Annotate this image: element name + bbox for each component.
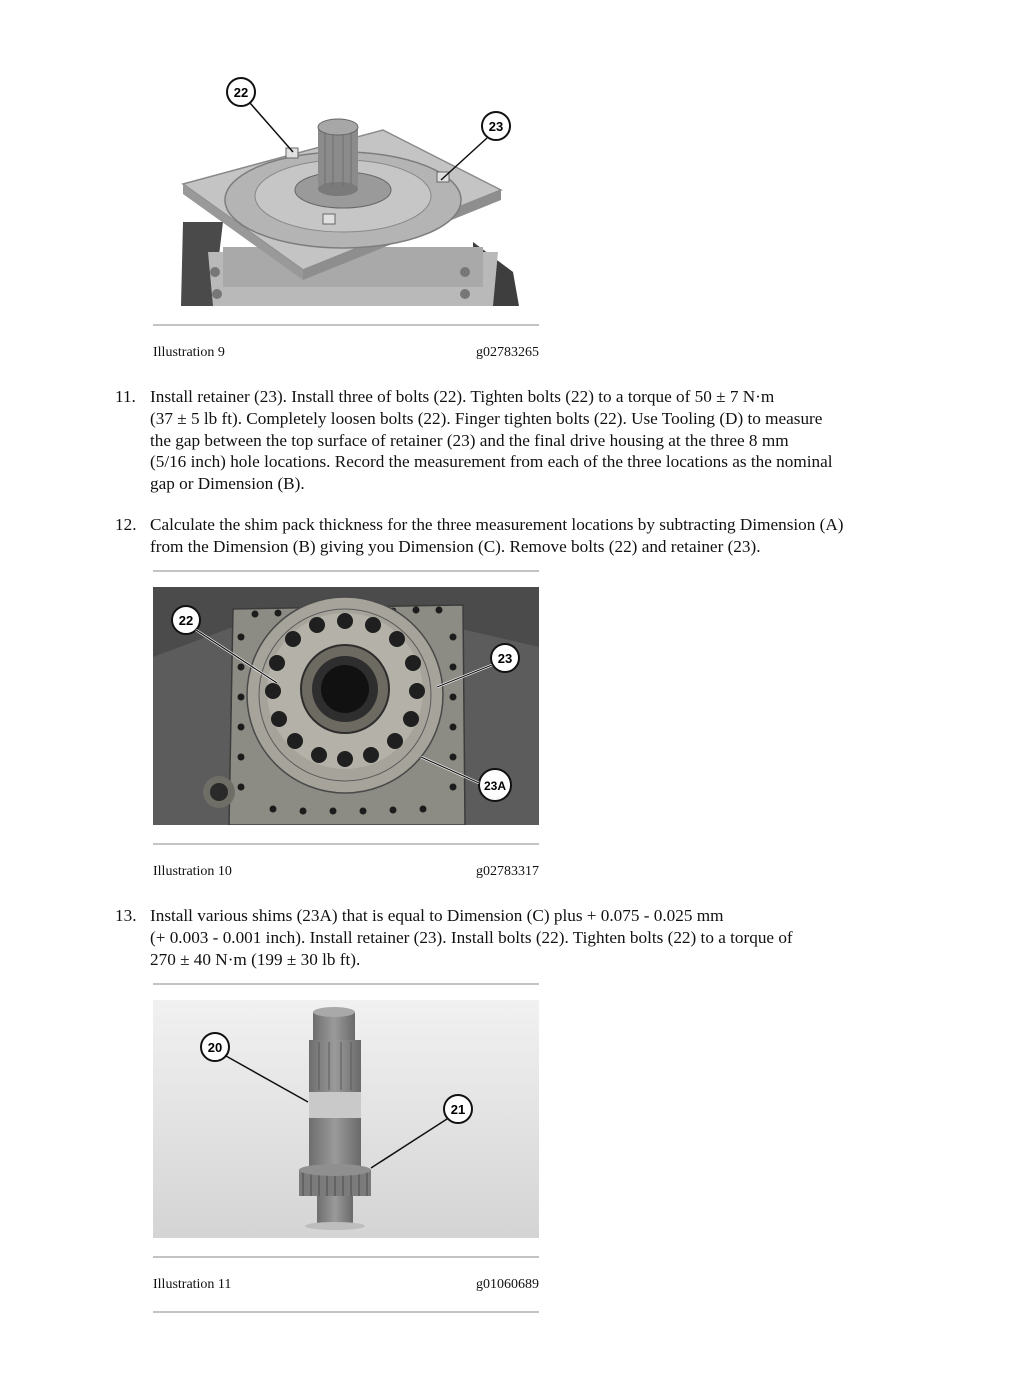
step-line: gap or Dimension (B).: [150, 474, 305, 494]
figure-11-divider: [153, 1256, 539, 1258]
step-line: the gap between the top surface of retainer (23) and the final drive housing at the three 8 mm: [150, 430, 789, 450]
step-line: from the Dimension (B) giving you Dimension (C). Remove bolts (22) and retainer (23).: [150, 536, 761, 556]
step-line: Install various shims (23A) that is equal to Dimension (C) plus + 0.075 - 0.025 mm: [150, 906, 724, 925]
callout-23a-label: 23A: [483, 779, 507, 793]
step-line: (+ 0.003 - 0.001 inch). Install retainer (23). Install bolts (22). Tighten bolts (22) to a torque of: [150, 927, 793, 947]
callout-22-label: 22: [233, 85, 249, 100]
step-number: 12.: [115, 515, 137, 534]
figure-11-label: Illustration 11: [153, 1277, 232, 1292]
figure-10-code: g02783317: [476, 864, 539, 879]
step-number: 13.: [115, 906, 137, 925]
figure-9-divider: [153, 324, 539, 326]
figure-9-code: g02783265: [476, 345, 539, 360]
illustration-11-image: [153, 1000, 539, 1238]
callout-22-label: 22: [178, 613, 194, 628]
figure-9-label: Illustration 9: [153, 345, 225, 360]
step-11: [115, 386, 935, 495]
figure-10-divider: [153, 843, 539, 845]
step-line: (5/16 inch) hole locations. Record the measurement from each of the three locations as the nominal: [150, 452, 833, 472]
illustration-9-image: [153, 72, 539, 306]
figure-9-caption: [153, 345, 539, 361]
step-line: 270 ± 40 N·m (199 ± 30 lb ft).: [150, 949, 361, 969]
figure-11-code: g01060689: [476, 1277, 539, 1292]
figure-11-top-divider: [153, 983, 539, 985]
step-line: (37 ± 5 lb ft). Completely loosen bolts (22). Finger tighten bolts (22). Use Tooling (D) to measure: [150, 408, 823, 428]
callout-23-label: 23: [497, 651, 513, 666]
callout-21-label: 21: [450, 1102, 466, 1117]
figure-10-top-divider: [153, 570, 539, 572]
step-13: [115, 905, 935, 970]
figure-11-bottom-divider: [153, 1311, 539, 1313]
step-number: 11.: [115, 387, 136, 406]
figure-10-label: Illustration 10: [153, 864, 232, 879]
callout-20-label: 20: [207, 1040, 223, 1055]
step-12: [115, 514, 935, 558]
step-line: Calculate the shim pack thickness for the three measurement locations by subtracting Dimension (A): [150, 515, 844, 534]
callout-23-label: 23: [488, 119, 504, 134]
figure-11-caption: [153, 1277, 539, 1293]
step-line: Install retainer (23). Install three of bolts (22). Tighten bolts (22) to a torque of 50 ± 7 N·m: [150, 387, 775, 406]
figure-10-caption: [153, 864, 539, 880]
illustration-10-image: [153, 587, 539, 825]
